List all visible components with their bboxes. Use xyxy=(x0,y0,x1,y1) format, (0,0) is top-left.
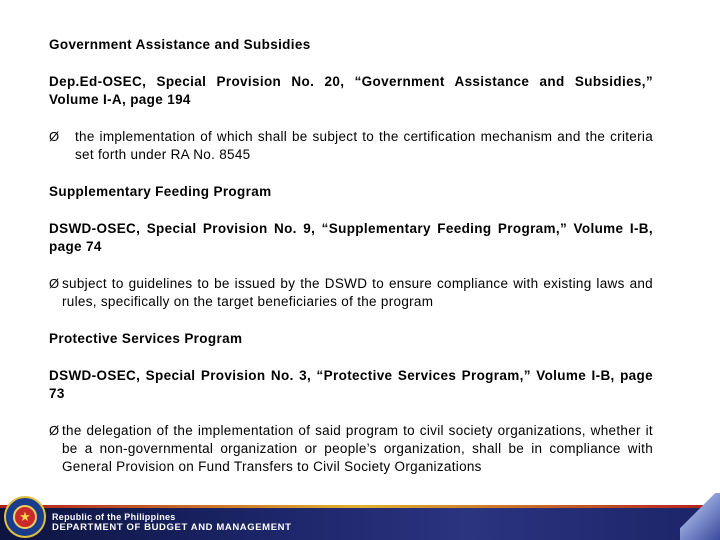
citation-dswd-osec-protective: DSWD-OSEC, Special Provision No. 3, “Protective Services Program,” Volume I-B, page 73 xyxy=(49,368,653,401)
footer-banner xyxy=(0,493,720,540)
footer-republic-label: Republic of the Philippines xyxy=(52,512,176,522)
bullet-item xyxy=(49,128,653,164)
citation-deped-osec: Dep.Ed-OSEC, Special Provision No. 20, “Government Assistance and Subsidies,” Volume I-A, page 194 xyxy=(49,74,653,107)
bullet-text: the delegation of the implementation of said program to civil society organizations, whether it be a non-governmental organization or people’s organization, shall be in compliance with General Provision on Fund Transfers to Civil Society Organizations xyxy=(62,423,653,474)
section-heading-protective-services: Protective Services Program xyxy=(49,331,243,346)
footer-department-label: DEPARTMENT OF BUDGET AND MANAGEMENT xyxy=(52,522,292,533)
bullet-item xyxy=(49,422,653,476)
bullet-arrow-icon: Ø xyxy=(49,276,60,291)
bullet-text: the implementation of which shall be subject to the certification mechanism and the criteria set forth under RA No. 8545 xyxy=(75,129,653,162)
citation-dswd-osec-feeding: DSWD-OSEC, Special Provision No. 9, “Supplementary Feeding Program,” Volume I-B, page 74 xyxy=(49,221,653,254)
slide-content xyxy=(49,36,653,476)
bullet-arrow-icon: Ø xyxy=(49,423,60,438)
bullet-item xyxy=(49,275,653,311)
dbm-seal-icon: ★ xyxy=(4,496,46,538)
footer-text xyxy=(52,512,292,533)
footer-stripe xyxy=(0,505,720,508)
section-heading-supplementary-feeding: Supplementary Feeding Program xyxy=(49,184,272,199)
section-heading-government-assistance: Government Assistance and Subsidies xyxy=(49,37,311,52)
bullet-text: subject to guidelines to be issued by the DSWD to ensure compliance with existing laws and rules, specifically on the target beneficiaries of the program xyxy=(62,276,653,309)
footer-corner-accent xyxy=(680,493,720,540)
bullet-arrow-icon: Ø xyxy=(49,129,60,144)
